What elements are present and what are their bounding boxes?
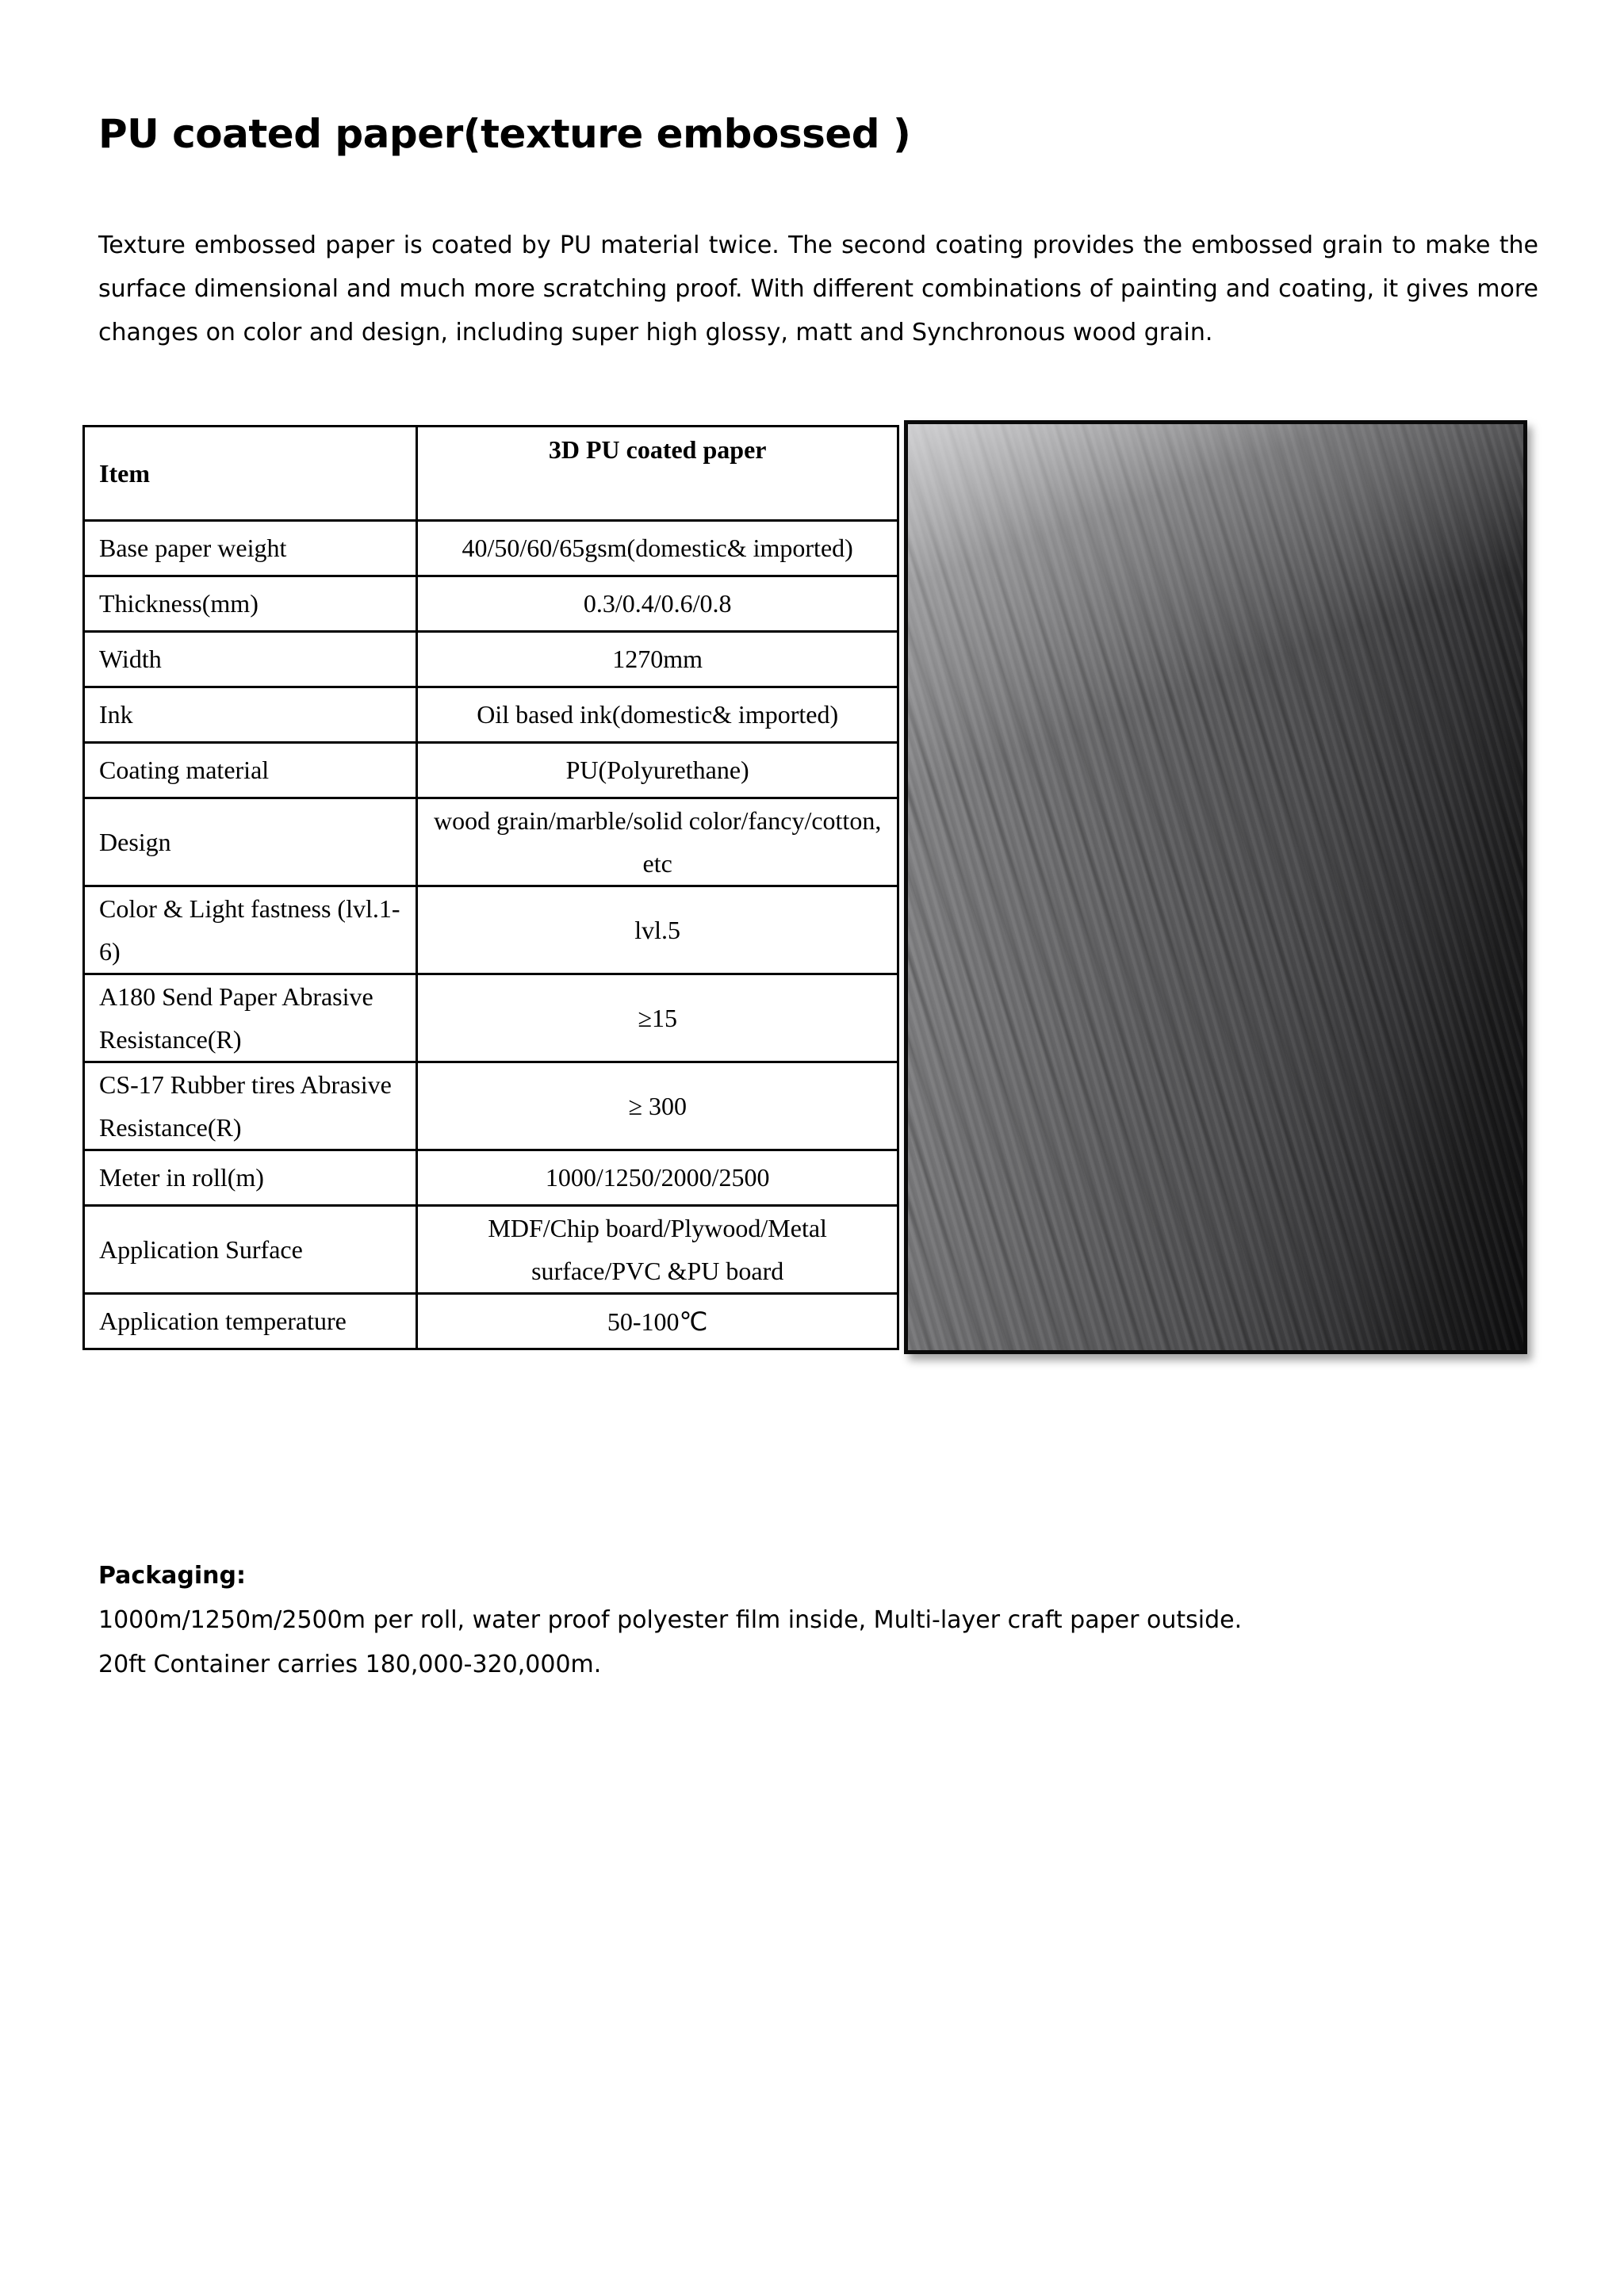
table-row [84, 521, 898, 576]
product-photo [904, 420, 1527, 1354]
header-item: Item [84, 427, 417, 521]
row-label: Coating material [84, 743, 417, 798]
row-value: PU(Polyurethane) [417, 743, 898, 798]
table-row [84, 632, 898, 687]
table-row [84, 1206, 898, 1294]
row-label: Application temperature [84, 1294, 417, 1349]
light-glare [908, 424, 1523, 1350]
packaging-heading: Packaging: [98, 1562, 246, 1590]
row-value: ≥15 [417, 974, 898, 1062]
packaging-line: 20ft Container carries 180,000-320,000m. [98, 1651, 602, 1678]
intro-paragraph: Texture embossed paper is coated by PU material twice. The second coating provides the embossed grain to make the surface dimensional and much more scratching proof. With different combinations of painting and coating, it gives more changes on color and design, including super high glossy, matt and Synchronous wood grain. [98, 232, 1538, 346]
row-value: 50-100℃ [417, 1294, 898, 1349]
table-row [84, 1294, 898, 1349]
table-row [84, 886, 898, 974]
table-header-row [84, 427, 898, 521]
row-value: wood grain/marble/solid color/fancy/cotton, etc [417, 798, 898, 886]
table-row [84, 743, 898, 798]
table-row [84, 974, 898, 1062]
table-row [84, 1062, 898, 1150]
row-label: Application Surface [84, 1206, 417, 1294]
row-value: 40/50/60/65gsm(domestic& imported) [417, 521, 898, 576]
row-label: Width [84, 632, 417, 687]
row-value: 1270mm [417, 632, 898, 687]
table-row [84, 798, 898, 886]
row-value: MDF/Chip board/Plywood/Metal surface/PVC &PU board [417, 1206, 898, 1294]
row-value: ≥ 300 [417, 1062, 898, 1150]
header-product: 3D PU coated paper [417, 427, 898, 521]
row-label: Meter in roll(m) [84, 1150, 417, 1206]
row-label: Base paper weight [84, 521, 417, 576]
page-title: PU coated paper(texture embossed ) [98, 111, 911, 157]
table-row [84, 1150, 898, 1206]
spec-table [82, 425, 899, 1350]
row-label: A180 Send Paper Abrasive Resistance(R) [84, 974, 417, 1062]
row-value: 0.3/0.4/0.6/0.8 [417, 576, 898, 632]
row-value: lvl.5 [417, 886, 898, 974]
packaging-line: 1000m/1250m/2500m per roll, water proof polyester film inside, Multi-layer craft paper outside. [98, 1606, 1243, 1634]
table-row [84, 687, 898, 743]
row-label: Color & Light fastness (lvl.1-6) [84, 886, 417, 974]
row-value: 1000/1250/2000/2500 [417, 1150, 898, 1206]
row-value: Oil based ink(domestic& imported) [417, 687, 898, 743]
row-label: Ink [84, 687, 417, 743]
row-label: Thickness(mm) [84, 576, 417, 632]
row-label: Design [84, 798, 417, 886]
table-row [84, 576, 898, 632]
row-label: CS-17 Rubber tires Abrasive Resistance(R) [84, 1062, 417, 1150]
